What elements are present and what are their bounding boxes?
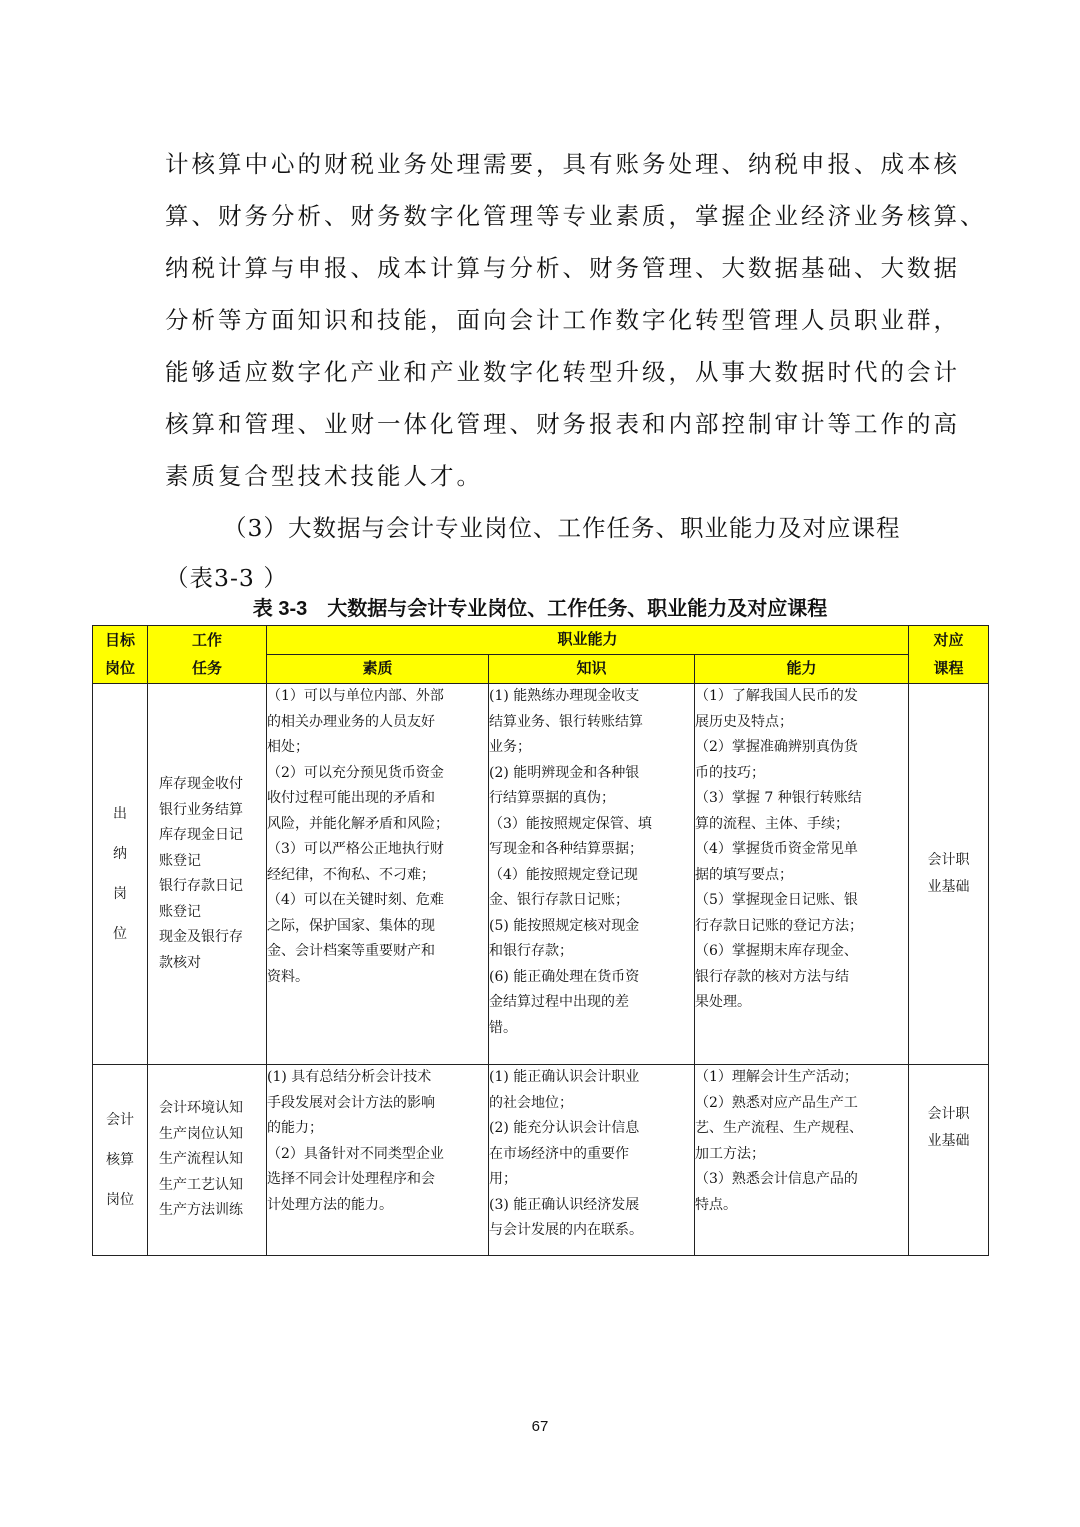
table-row	[93, 1065, 989, 1256]
job-ability-table	[92, 625, 989, 1256]
header-skill: 能力	[695, 655, 909, 684]
cell-course: 会计职 业基础	[909, 1065, 989, 1256]
cell-quality: (1) 具有总结分析会计技术 手段发展对会计方法的影响 的能力； （2）具备针对不同类型企业 选择不同会计处理程序和会 计处理方法的能力。	[267, 1065, 489, 1256]
header-course: 对应 课程	[909, 626, 989, 684]
cell-position: 会计 核算 岗位	[93, 1065, 148, 1256]
body-line-6: 核算和管理、业财一体化管理、财务报表和内部控制审计等工作的高	[165, 410, 960, 438]
cell-position: 出 纳 岗 位	[93, 684, 148, 1065]
cell-knowledge: (1) 能正确认识会计职业 的社会地位； (2) 能充分认识会计信息 在市场经济中的重要作 用； (3) 能正确认识经济发展 与会计发展的内在联系。	[489, 1065, 695, 1256]
body-line-2: 算、财务分析、财务数字化管理等专业素质，掌握企业经济业务核算、	[165, 202, 987, 230]
header-ability-group: 职业能力	[267, 626, 909, 655]
header-tasks: 工作 任务	[148, 626, 267, 684]
table-row	[93, 684, 989, 1065]
section-heading: （3）大数据与会计专业岗位、工作任务、职业能力及对应课程	[223, 514, 901, 542]
body-line-3: 纳税计算与申报、成本计算与分析、财务管理、大数据基础、大数据	[165, 254, 960, 282]
table-caption: 表 3-3 大数据与会计专业岗位、工作任务、职业能力及对应课程	[252, 598, 828, 620]
cell-skill: （1）了解我国人民币的发 展历史及特点； （2）掌握准确辨别真伪货 币的技巧； （3）掌握 7 种银行转账结 算的流程、主体、手续； （4）掌握货币资金常见单 据的填写要点； （5）掌握现金日记账、银 行存款日记账的登记方法； （6）掌握期末库存现金、 银行存款的核对方法与结 果处理。	[695, 684, 909, 1065]
cell-tasks: 库存现金收付 银行业务结算 库存现金日记 账登记 银行存款日记 账登记 现金及银行存 款核对	[148, 684, 267, 1065]
header-knowledge: 知识	[489, 655, 695, 684]
body-line-7: 素质复合型技术技能人才。	[165, 462, 483, 490]
body-line-1: 计核算中心的财税业务处理需要，具有账务处理、纳税申报、成本核	[165, 150, 960, 178]
cell-quality: （1）可以与单位内部、外部 的相关办理业务的人员友好 相处； （2）可以充分预见货币资金 收付过程可能出现的矛盾和 风险，并能化解矛盾和风险； （3）可以严格公正地执行财 经纪律，不徇私、不刁难； （4）可以在关键时刻、危难 之际，保护国家、集体的现 金、会计档案等重要财产和 资料。	[267, 684, 489, 1065]
cell-skill: （1）理解会计生产活动； （2）熟悉对应产品生产工 艺、生产流程、生产规程、 加工方法； （3）熟悉会计信息产品的 特点。	[695, 1065, 909, 1256]
cell-knowledge: (1) 能熟练办理现金收支 结算业务、银行转账结算 业务； (2) 能明辨现金和各种银 行结算票据的真伪； （3）能按照规定保管、填 写现金和各种结算票据； （4）能按照规定登记现 金、银行存款日记账； (5) 能按照规定核对现金 和银行存款； (6) 能正确处理在货币资 金结算过程中出现的差 错。	[489, 684, 695, 1065]
cell-tasks: 会计环境认知 生产岗位认知 生产流程认知 生产工艺认知 生产方法训练	[148, 1065, 267, 1256]
body-line-5: 能够适应数字化产业和产业数字化转型升级，从事大数据时代的会计	[165, 358, 960, 386]
body-line-4: 分析等方面知识和技能，面向会计工作数字化转型管理人员职业群，	[165, 306, 960, 334]
header-position: 目标 岗位	[93, 626, 148, 684]
section-heading-cont: （表3-3 ）	[165, 564, 288, 592]
cell-course: 会计职 业基础	[909, 684, 989, 1065]
page-number: 67	[531, 1418, 549, 1435]
header-quality: 素质	[267, 655, 489, 684]
